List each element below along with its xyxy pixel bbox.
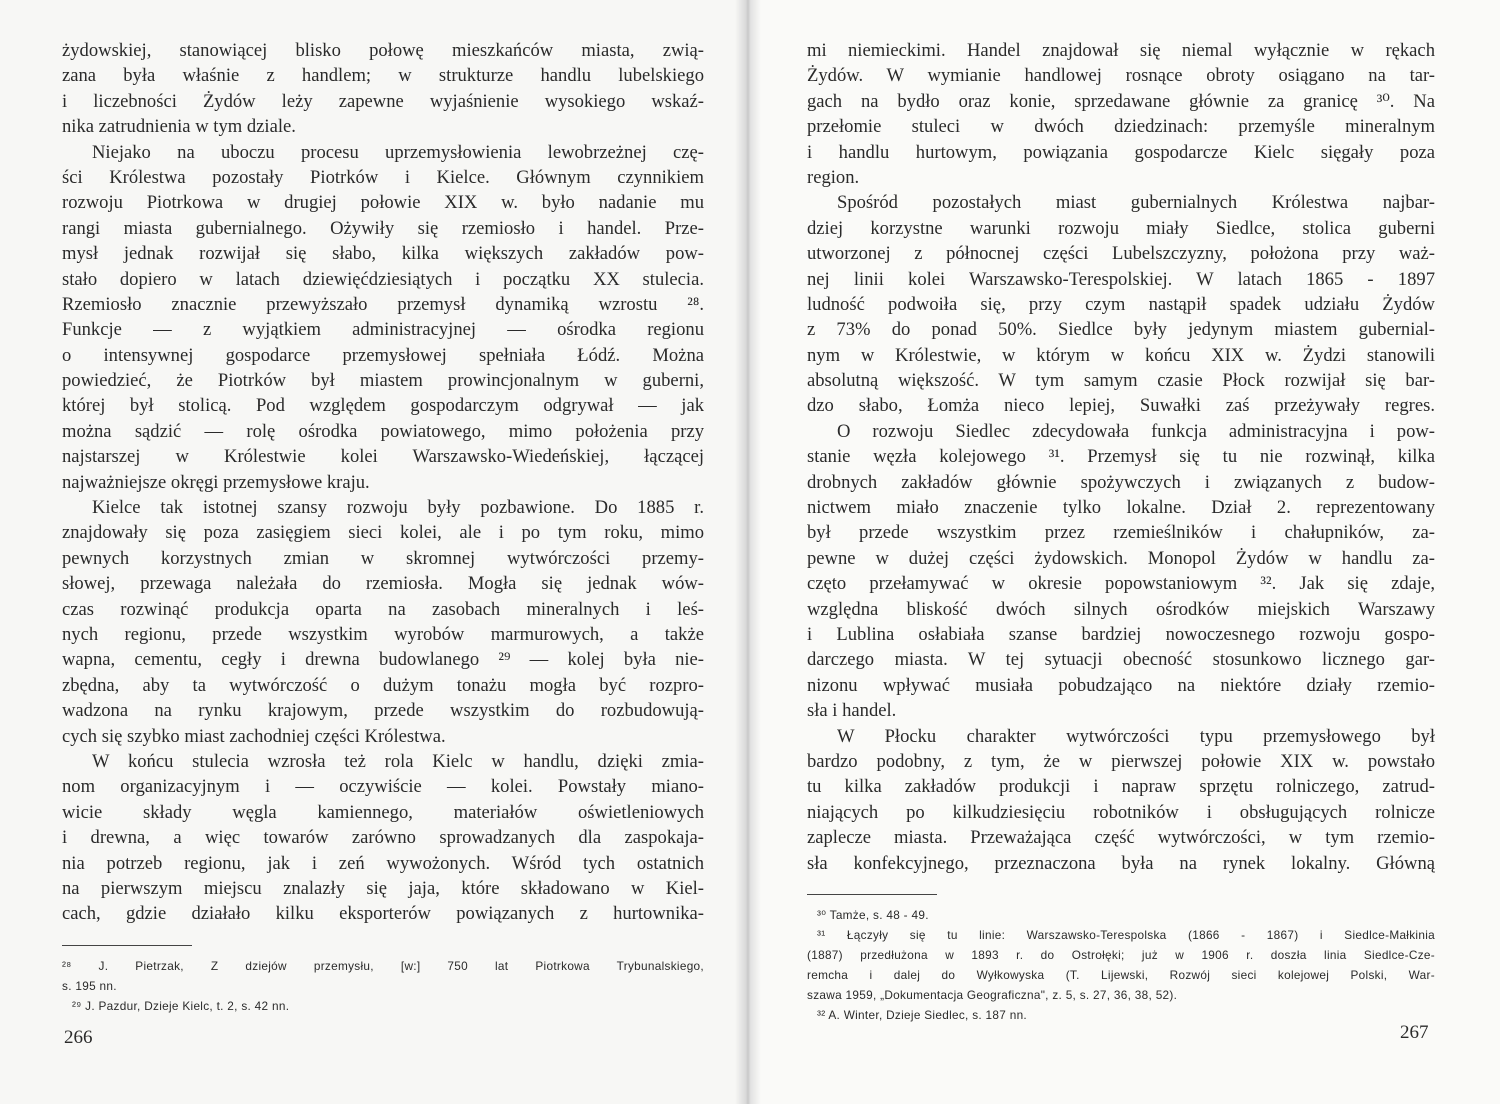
body-text-line: absolutną większość. W tym samym czasie Płock rozwijał się bar-: [807, 370, 1435, 392]
body-text-line: Żydów. W wymianie handlowej rosnące obroty osiągano na tar-: [807, 65, 1435, 87]
body-text-line: znajdowały się poza zasięgiem sieci kolei, ale i po tym roku, mimo: [62, 522, 704, 544]
body-text-line: region.: [807, 166, 860, 188]
body-text-line: żydowskiej, stanowiącej blisko połowę mieszkańców miasta, zwią-: [62, 40, 704, 61]
body-text-line: cach, gdzie działało kilku eksporterów powiązanych z hurtownika-: [62, 903, 704, 925]
body-text-line: ści Królestwa pozostały Piotrków i Kielce. Głównym czynnikiem: [62, 166, 704, 188]
body-text-line: względna bliskość dwóch silnych ośrodków miejskich Warszawy: [807, 598, 1435, 620]
left-page: [0, 0, 745, 1104]
body-text-line: nom organizacyjnym i — oczywiście — kolei. Powstały miano-: [62, 776, 704, 798]
body-text-line: najstarszej w Królestwie kolei Warszawsko-Wiedeńskiej, łączącej: [62, 446, 704, 468]
footnote-line: ³⁰ Tamże, s. 48 - 49.: [817, 907, 929, 922]
left-page-number: 266: [64, 1027, 93, 1048]
body-text-line: stało dopiero w latach dziewięćdziesiątych i początku XX stulecia.: [62, 268, 704, 290]
body-text-line: zbędna, aby ta wytwórczość o dużym tonażu mogła być rozpro-: [62, 674, 704, 696]
body-text-line: bardzo podobny, z tym, że w pierwszej połowie XIX w. powstało: [807, 750, 1435, 772]
footnote-line: (1887) przedłużona w 1893 r. do Ostrołęki; już w 1906 r. doszła linia Siedlce-Cze-: [807, 947, 1435, 962]
body-text-line: z 73% do ponad 50%. Siedlce były jedynym miastem gubernial-: [807, 319, 1435, 341]
body-text-line: zana była właśnie z handlem; w strukturze handlu lubelskiego: [62, 65, 704, 87]
body-text-line: Kielce tak istotnej szansy rozwoju były pozbawione. Do 1885 r.: [92, 497, 704, 519]
body-text-line: i Lublina osłabiała szanse bardziej nowoczesnego rozwoju gospo-: [807, 623, 1435, 645]
right-footnotes: [807, 905, 1435, 1025]
body-text-line: wicie składy węgla kamiennego, materiałów oświetleniowych: [62, 801, 704, 823]
body-text-line: darczego miasta. W tej sytuacji obecność stosunkowo licznego gar-: [807, 649, 1435, 671]
body-text-line: gach na bydło oraz konie, sprzedawane głównie za granicę ³⁰. Na: [807, 90, 1435, 112]
body-text-line: niających po kilkudziesięciu robotników i obsługujących rolnicze: [807, 801, 1435, 823]
footnote-line: ³¹ Łączyły się tu linie: Warszawsko-Terespolska (1866 - 1867) i Siedlce-Małkinia: [817, 927, 1435, 942]
body-text-line: czas rozwinąć produkcja oparta na zasobach mineralnych i leś-: [62, 598, 704, 620]
body-text-line: sła konfekcyjnego, przeznaczona była na rynek lokalny. Główną: [807, 852, 1435, 874]
body-text-line: dziej korzystne warunki rozwoju miały Siedlce, stolica guberni: [807, 217, 1435, 239]
body-text-line: Funkcje — z wyjątkiem administracyjnej — ośrodka regionu: [62, 319, 704, 341]
body-text-line: przełomie stuleci w dwóch dziedzinach: przemyśle mineralnym: [807, 116, 1435, 138]
body-text-line: można sądzić — rolę ośrodka powiatowego, mimo położenia przy: [62, 420, 704, 442]
body-text-line: pewne w dużej części żydowskich. Monopol Żydów w handlu za-: [807, 547, 1435, 569]
body-text-line: Spośród pozostałych miast gubernialnych Królestwa najbar-: [837, 192, 1435, 214]
body-text-line: ludność podwoiła się, przy czym nastąpił spadek udziału Żydów: [807, 293, 1435, 315]
body-text-line: i handlu hurtowym, powiązania gospodarcze Kielc sięgały poza: [807, 141, 1435, 163]
body-text-line: dzo słabo, Łomża nieco lepiej, Suwałki zaś przeżywały regres.: [807, 395, 1435, 417]
body-text-line: najważniejsze okręgi przemysłowe kraju.: [62, 471, 370, 493]
body-text-line: cych się szybko miast zachodniej części Królestwa.: [62, 725, 446, 747]
body-text-line: rozwoju Piotrkowa w drugiej połowie XIX w. było nadanie mu: [62, 192, 704, 214]
body-text-line: nej linii kolei Warszawsko-Terespolskiej. W latach 1865 - 1897: [807, 268, 1435, 290]
left-footnotes: [62, 956, 704, 1016]
body-text-line: nia potrzeb regionu, jak i zeń wywożonych. Wśród tych ostatnich: [62, 852, 704, 874]
book-gutter: [735, 0, 761, 1104]
body-text-line: nym w Królestwie, w którym w końcu XIX w. Żydzi stanowili: [807, 344, 1435, 366]
body-text-line: wadzona na rynku krajowym, przede wszystkim do rozbudowują-: [62, 700, 704, 722]
body-text-line: utworzonej z północnej części Lubelszczyzny, położona przy waż-: [807, 243, 1435, 265]
body-text-line: częto przełamywać w okresie popowstaniowym ³². Jak się zdaje,: [807, 573, 1435, 595]
body-text-line: stanie węzła kolejowego ³¹. Przemysł się tu nie rozwinął, kilka: [807, 446, 1435, 468]
body-text-line: sła i handel.: [807, 700, 897, 722]
body-text-line: nizonu wpływać musiała pobudzająco na niektóre działy rzemio-: [807, 674, 1435, 696]
body-text-line: mysł jednak rozwijał się słabo, kilka większych zakładów pow-: [62, 243, 704, 265]
body-text-line: i liczebności Żydów leży zapewne wyjaśnienie wysokiego wskaź-: [62, 90, 704, 112]
body-text-line: i drewna, a więc towarów zarówno sprowadzanych dla zaspokaja-: [62, 827, 704, 849]
body-text-line: W końcu stulecia wzrosła też rola Kielc w handlu, dzięki zmia-: [92, 750, 704, 772]
body-text-line: tu kilka zakładów produkcji i napraw sprzętu rolniczego, zatrud-: [807, 776, 1435, 798]
body-text-line: był przede wszystkim przez rzemieślników i chałupników, za-: [807, 522, 1435, 544]
body-text-line: Niejako na uboczu procesu uprzemysłowienia lewobrzeżnej czę-: [92, 141, 704, 163]
body-text-line: mi niemieckimi. Handel znajdował się niemal wyłącznie w rękach: [807, 40, 1435, 61]
body-text-line: o intensywnej gospodarce przemysłowej spełniała Łódź. Można: [62, 344, 704, 366]
right-footnote-rule: [807, 894, 937, 895]
body-text-line: nika zatrudnienia w tym dziale.: [62, 116, 296, 138]
body-text-line: nych regionu, przede wszystkim wyrobów marmurowych, a także: [62, 623, 704, 645]
body-text-line: rangi miasta gubernialnego. Ożywiły się rzemiosło i handel. Prze-: [62, 217, 704, 239]
left-text-column: [62, 38, 704, 1016]
body-text-line: drobnych zakładów głównie spożywczych i związanych z budow-: [807, 471, 1435, 493]
right-body-text: [807, 38, 1435, 876]
body-text-line: O rozwoju Siedlec zdecydowała funkcja administracyjna i pow-: [837, 420, 1435, 442]
body-text-line: zaplecze miasta. Przeważająca część wytwórczości, w tym rzemio-: [807, 827, 1435, 849]
footnote-line: szawa 1959, „Dokumentacja Geograficzna", z. 5, s. 27, 36, 38, 52).: [807, 987, 1178, 1002]
footnote-line: ²⁸ J. Pietrzak, Z dziejów przemysłu, [w:] 750 lat Piotrkowa Trybunalskiego,: [62, 958, 704, 973]
left-body-text: [62, 38, 704, 927]
footnote-line: s. 195 nn.: [62, 978, 117, 993]
body-text-line: wapna, cementu, cegły i drewna budowlanego ²⁹ — kolej była nie-: [62, 649, 704, 671]
footnote-line: ²⁹ J. Pazdur, Dzieje Kielc, t. 2, s. 42 nn.: [72, 998, 290, 1013]
right-page: [745, 0, 1500, 1104]
body-text-line: słowej, przewaga należała do rzemiosła. Mogła się jednak wów-: [62, 573, 704, 595]
body-text-line: Rzemiosło znacznie przewyższało przemysł dynamiką wzrostu ²⁸.: [62, 293, 704, 315]
body-text-line: na pierwszym miejscu znalazły się jaja, które składowano w Kiel-: [62, 877, 704, 899]
right-page-number: 267: [1400, 1022, 1429, 1043]
body-text-line: W Płocku charakter wytwórczości typu przemysłowego był: [837, 725, 1435, 747]
body-text-line: powiedzieć, że Piotrków był miastem prowincjonalnym w guberni,: [62, 370, 704, 392]
footnote-line: ³² A. Winter, Dzieje Siedlec, s. 187 nn.: [817, 1007, 1028, 1022]
right-text-column: [807, 38, 1435, 1025]
body-text-line: pewnych korzystnych zmian w skromnej wytwórczości przemy-: [62, 547, 704, 569]
body-text-line: nictwem miało znaczenie tylko lokalne. Dział 2. reprezentowany: [807, 497, 1435, 519]
footnote-line: remcha i dalej do Wyłkowyska (T. Lijewski, Rozwój sieci kolejowej Polski, War-: [807, 967, 1435, 982]
body-text-line: której był stolicą. Pod względem gospodarczym odgrywał — jak: [62, 395, 704, 417]
left-footnote-rule: [62, 945, 192, 946]
